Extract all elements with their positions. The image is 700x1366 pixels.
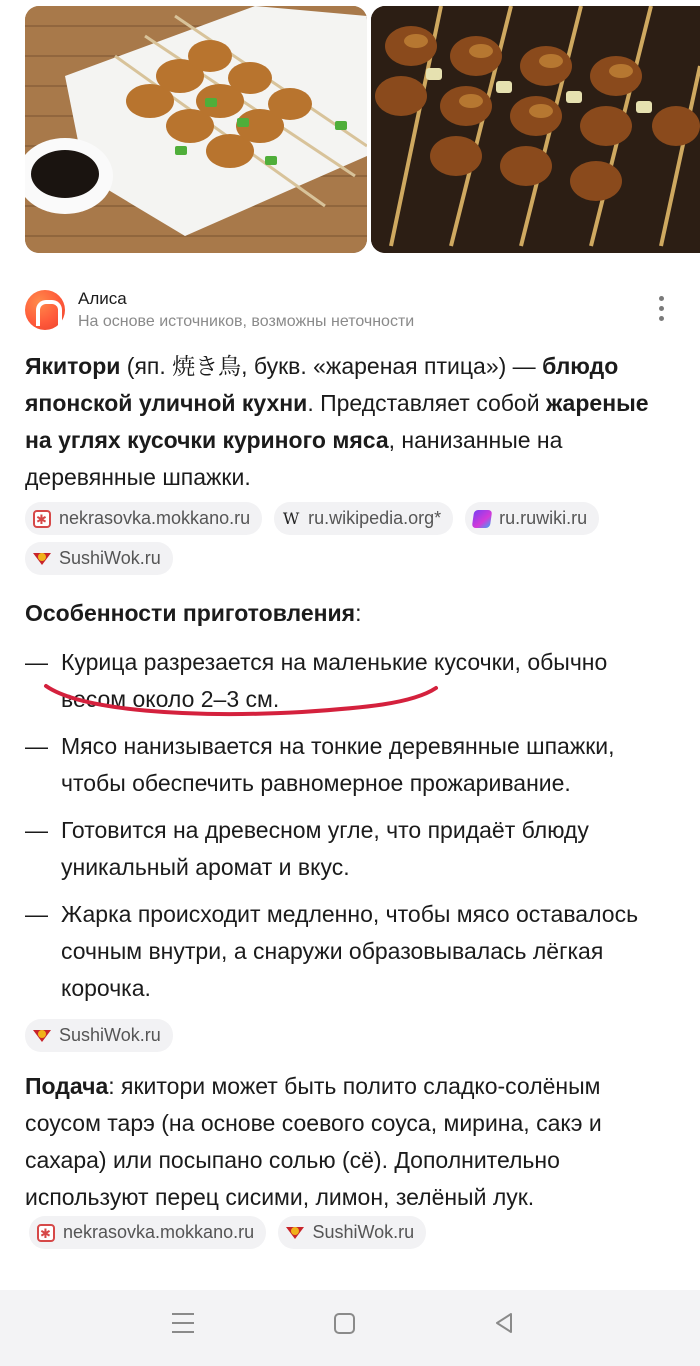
assistant-name: Алиса [78, 289, 127, 308]
source-chip-sushiwok[interactable]: SushiWok.ru [25, 1019, 173, 1052]
sources-intro [25, 502, 675, 575]
list-item: — Курица разрезается на маленькие кусочки, обычно весом около 2–3 см. [25, 649, 608, 712]
nekrasovka-icon [33, 510, 51, 528]
yakitori-image-1[interactable] [25, 6, 367, 253]
back-icon[interactable] [493, 1312, 515, 1334]
sources-preparation [25, 1019, 675, 1052]
answer-content [25, 348, 675, 1255]
home-icon[interactable] [334, 1313, 355, 1334]
intro-paragraph: Якитори (яп. 焼き鳥, букв. «жареная птица») — блюдо японской уличной кухни. Представляет собой жареные на углях кусочки куриного мяса, нанизанные на деревянные шпажки. [25, 353, 649, 490]
more-options-icon[interactable] [659, 296, 665, 322]
sushiwok-icon [286, 1224, 304, 1242]
section-title: Особенности приготовления: [25, 600, 362, 626]
list-item: — Мясо нанизывается на тонкие деревянные шпажки, чтобы обеспечить равномерное прожаривание. [25, 733, 615, 796]
source-chip-nekrasovka[interactable]: ✱ nekrasovka.mokkano.ru [29, 1216, 266, 1249]
sushiwok-icon [33, 550, 51, 568]
alisa-logo-icon [25, 290, 65, 330]
alisa-header [25, 286, 675, 336]
source-chip-ruwiki[interactable]: ru.ruwiki.ru [465, 502, 599, 535]
image-gallery [0, 0, 700, 262]
source-chip-sushiwok[interactable]: SushiWok.ru [278, 1216, 426, 1249]
sushiwok-icon [33, 1027, 51, 1045]
nekrasovka-icon [37, 1224, 55, 1242]
wikipedia-icon: W [282, 508, 300, 528]
system-navigation-bar [0, 1290, 700, 1366]
source-chip-wikipedia[interactable]: W ru.wikipedia.org* [274, 502, 453, 535]
list-item: — Жарка происходит медленно, чтобы мясо оставалось сочным внутри, а снаружи образовывалась лёгкая корочка. [25, 901, 639, 1001]
source-chip-nekrasovka[interactable]: ✱ nekrasovka.mokkano.ru [25, 502, 262, 535]
source-chip-sushiwok[interactable]: SushiWok.ru [25, 542, 173, 575]
assistant-disclaimer: На основе источников, возможны неточности [78, 313, 415, 330]
term: Якитори [25, 353, 121, 379]
recent-apps-icon[interactable] [172, 1313, 194, 1335]
list-item: — Готовится на древесном угле, что придаёт блюду уникальный аромат и вкус. [25, 817, 589, 880]
red-underline-annotation [42, 676, 442, 726]
yakitori-image-2[interactable] [371, 6, 700, 253]
ruwiki-icon [472, 510, 493, 528]
serving-paragraph: Подача: якитори может быть полито сладко-солёным соусом тарэ (на основе соевого соуса, мирина, сакэ и сахара) или посыпано солью (сё). Дополнительно используют перец сисими, лимон, зелёный лук. ✱ nekrasovka.mokkano.ru SushiWok.ru [25, 1068, 675, 1255]
